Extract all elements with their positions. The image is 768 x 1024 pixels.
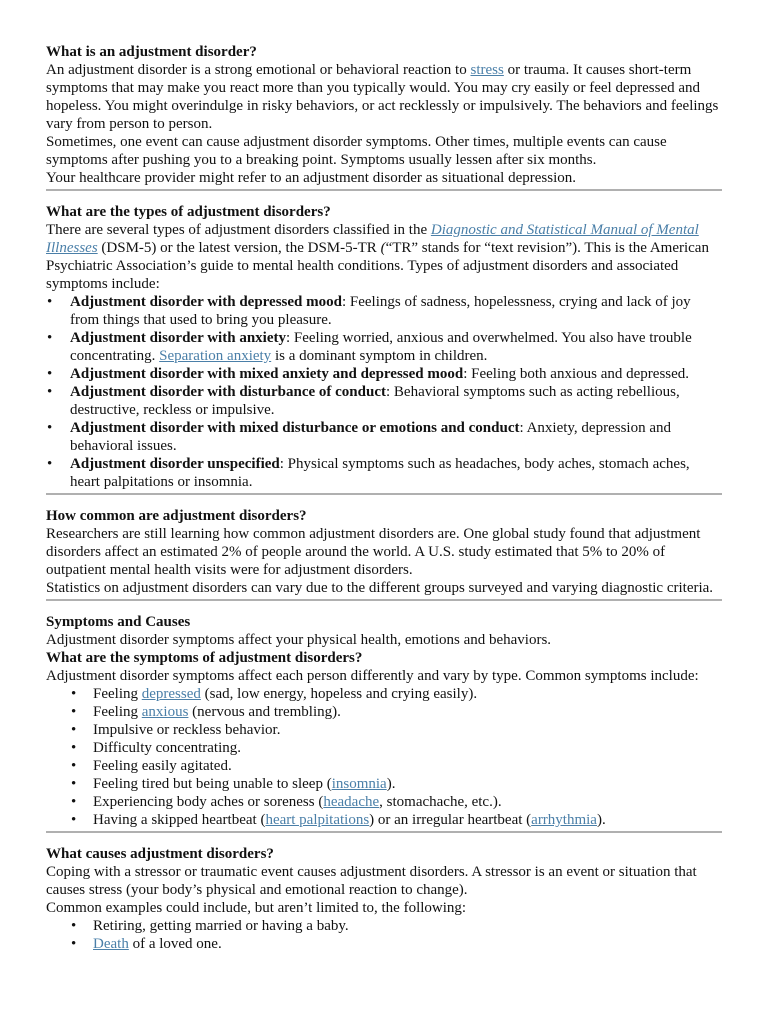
text-run: Statistics on adjustment disorders can vary due to the different groups surveyed and varying diagnostic criteria. [46,580,714,596]
text-run: ) or an irregular heartbeat ( [369,812,532,828]
list-item [46,293,722,329]
text-run: ). [386,776,396,792]
text-run: What causes adjustment disorders? [46,846,274,862]
text-run: Feeling [93,704,142,720]
list-item [46,383,722,419]
link-insomnia[interactable]: insomnia [331,776,387,792]
text-run: ). [596,812,606,828]
paragraph [46,169,722,187]
section-heading [46,203,722,221]
text-run: What is an adjustment disorder? [46,44,257,60]
paragraph [46,61,722,133]
list-item [46,757,722,775]
paragraph [46,863,722,899]
text-run: Coping with a stressor or traumatic event causes adjustment disorders. A stressor is an event or situation that causes stress (your body’s physical and emotional reaction to change). [46,864,697,898]
paragraph [46,579,722,597]
section-2 [46,191,722,495]
text-run: (sad, low energy, hopeless and crying easily). [200,686,478,702]
link-depressed[interactable]: depressed [141,686,201,702]
text-run: What are the types of adjustment disorders? [46,204,331,220]
section-5 [46,833,722,953]
link-diagnostic-and-statistical-manual-of-mental-illnesses[interactable]: Diagnostic and Statistical Manual of Mental Illnesses [46,222,699,256]
text-run: ( [380,240,386,256]
section-heading [46,507,722,525]
paragraph [46,899,722,917]
text-run: Common examples could include, but aren’t limited to, the following: [46,900,467,916]
paragraph [46,525,722,579]
bold-text: Adjustment disorder with depressed mood [70,294,342,310]
text-run: Impulsive or reckless behavior. [93,722,281,738]
text-run: Adjustment disorder symptoms affect your physical health, emotions and behaviors. [46,632,552,648]
text-run: What are the symptoms of adjustment disorders? [46,650,363,666]
paragraph [46,221,722,293]
list-item [46,811,722,829]
text-run: of a loved one. [128,936,222,952]
section-heading [46,649,722,667]
list-item [46,721,722,739]
link-arrhythmia[interactable]: arrhythmia [531,812,597,828]
text-run: , stomachache, etc.). [379,794,502,810]
list-item [46,419,722,455]
link-headache[interactable]: headache [323,794,380,810]
section-3 [46,495,722,601]
text-run: Adjustment disorder symptoms affect each person differently and vary by type. Common symptoms include: [46,668,699,684]
text-run: How common are adjustment disorders? [46,508,307,524]
bold-text: Adjustment disorder with disturbance of conduct [70,384,386,400]
list-item [46,935,722,953]
text-run: Having a skipped heartbeat ( [93,812,266,828]
bold-text: Adjustment disorder with mixed anxiety and depressed mood [70,366,464,382]
text-run: An adjustment disorder is a strong emotional or behavioral reaction to [46,62,471,78]
list-item [46,703,722,721]
bold-text: Adjustment disorder unspecified [70,456,280,472]
link-anxious[interactable]: anxious [141,704,189,720]
link-stress[interactable]: stress [470,62,504,78]
text-run: Feeling tired but being unable to sleep ( [93,776,332,792]
text-run: Your healthcare provider might refer to an adjustment disorder as situational depression. [46,170,577,186]
text-run: Sometimes, one event can cause adjustment disorder symptoms. Other times, multiple events can cause symptoms after pushing you to a breaking point. Symptoms usually lessen after six months. [46,134,667,168]
text-run: “TR” stands for “text revision”). This is the American Psychiatric Association’s guide to mental health conditions. Types of adjustment disorders and associated symptoms include: [46,240,709,292]
list-item [46,775,722,793]
section-heading [46,613,722,631]
text-run: : Behavioral symptoms such as acting rebellious, destructive, reckless or impulsive. [70,384,680,418]
text-run: Symptoms and Causes [46,614,191,630]
section-heading [46,43,722,61]
text-run: or trauma. It causes short-term symptoms that may make you react more than you typically would. You may cry easily or feel depressed and hopeless. You might overindulge in risky behaviors, or act recklessly or impulsively. The behaviors and feelings vary from person to person. [46,62,719,132]
bullet-list [46,685,722,829]
text-run: : Physical symptoms such as headaches, body aches, stomach aches, heart palpitations or insomnia. [70,456,690,490]
section-4 [46,601,722,833]
text-run: is a dominant symptom in children. [271,348,488,364]
text-run: : Anxiety, depression and behavioral issues. [70,420,671,454]
link-separation-anxiety[interactable]: Separation anxiety [159,348,272,364]
bold-text: Adjustment disorder with anxiety [70,330,286,346]
list-item [46,365,722,383]
bold-text: Adjustment disorder with mixed disturbance or emotions and conduct [70,420,520,436]
list-item [46,329,722,365]
list-item [46,685,722,703]
list-item [46,739,722,757]
text-run: Retiring, getting married or having a baby. [93,918,349,934]
text-run: Feeling easily agitated. [93,758,232,774]
article-body [46,43,722,953]
link-heart-palpitations[interactable]: heart palpitations [265,812,370,828]
text-run: (nervous and trembling). [188,704,341,720]
text-run: : Feeling worried, anxious and overwhelmed. You also have trouble concentrating. [70,330,692,364]
list-item [46,917,722,935]
paragraph [46,133,722,169]
text-run: Researchers are still learning how common adjustment disorders are. One global study found that adjustment disorders affect an estimated 2% of people around the world. A U.S. study estimated that 5% to 20% of outpatient mental health visits were for adjustment disorders. [46,526,701,578]
link-death[interactable]: Death [93,936,129,952]
text-run: Feeling [93,686,142,702]
bullet-list [46,293,722,491]
section-1 [46,43,722,191]
text-run: : Feelings of sadness, hopelessness, crying and lack of joy from things that used to bring you pleasure. [70,294,691,328]
section-heading [46,845,722,863]
text-run: Experiencing body aches or soreness ( [93,794,324,810]
text-run: Difficulty concentrating. [93,740,242,756]
text-run: (DSM-5) or the latest version, the DSM-5-TR [97,240,381,256]
list-item [46,793,722,811]
text-run: : Feeling both anxious and depressed. [463,366,690,382]
list-item [46,455,722,491]
text-run: There are several types of adjustment disorders classified in the [46,222,431,238]
bullet-list [46,917,722,953]
paragraph [46,631,722,649]
paragraph [46,667,722,685]
